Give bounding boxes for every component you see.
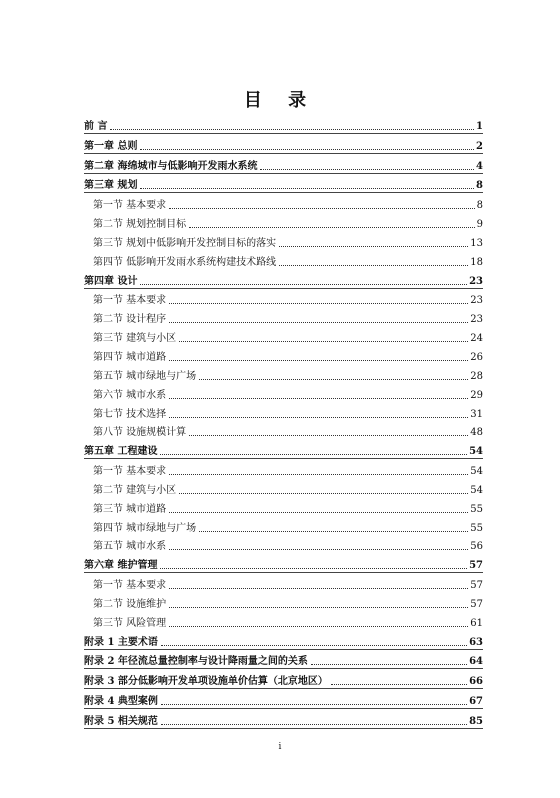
toc-entry-label: 第五节 城市绿地与广场 <box>93 370 197 382</box>
toc-leader-dots <box>279 265 468 266</box>
toc-section-entry[interactable] <box>84 535 483 554</box>
toc-chapter-entry[interactable] <box>84 134 483 153</box>
toc-leader-dots <box>199 379 468 380</box>
toc-section-entry[interactable] <box>84 402 483 421</box>
toc-entry-label: 第六节 城市水系 <box>93 389 167 401</box>
toc-page-number: 18 <box>470 256 483 268</box>
toc-chapter-entry[interactable] <box>84 553 483 572</box>
toc-page-number: 1 <box>476 120 483 132</box>
toc-entry-label: 附录 5 相关规范 <box>84 716 158 727</box>
toc-leader-dots <box>179 341 468 342</box>
toc-leader-dots <box>161 704 467 705</box>
toc-entry-label: 第二节 设计程序 <box>93 314 167 326</box>
toc-leader-dots <box>169 588 468 589</box>
toc-leader-dots <box>160 454 467 455</box>
toc-entry-label: 附录 1 主要术语 <box>84 636 158 648</box>
toc-entry-label: 第二节 规划控制目标 <box>93 219 187 231</box>
toc-section-entry[interactable] <box>84 497 483 516</box>
toc-entry-label: 第四节 低影响开发雨水系统构建技术路线 <box>93 256 277 268</box>
toc-section-entry[interactable] <box>84 345 483 364</box>
toc-leader-dots <box>331 684 467 685</box>
toc-entry-label: 第三节 建筑与小区 <box>93 333 177 345</box>
toc-chapter-entry[interactable] <box>84 269 483 288</box>
toc-entry-label: 第二章 海绵城市与低影响开发雨水系统 <box>84 160 258 172</box>
toc-entry-label: 第五节 城市水系 <box>93 541 167 553</box>
toc-page-number: 26 <box>470 351 483 363</box>
toc-leader-dots <box>169 549 468 550</box>
toc-entry-label: 第一节 基本要求 <box>93 580 167 592</box>
toc-title: 目 录 <box>243 90 317 111</box>
toc-page-number: 54 <box>469 446 483 458</box>
toc-leader-dots <box>199 531 468 532</box>
toc-page-number: 9 <box>476 219 483 231</box>
page-number-footer: i <box>278 742 282 752</box>
toc-leader-dots <box>161 724 467 725</box>
toc-entry-label: 第三节 规划中低影响开发控制目标的落实 <box>93 237 277 249</box>
toc-page-number: 57 <box>469 560 483 572</box>
toc-section-entry[interactable] <box>84 289 483 308</box>
toc-entry-label: 附录 3 部分低影响开发单项设施单价估算（北京地区） <box>84 676 328 688</box>
toc-section-entry[interactable] <box>84 250 483 269</box>
toc-entry-label: 第三节 城市道路 <box>93 503 167 515</box>
toc-leader-dots <box>160 568 467 569</box>
toc-entry-label: 第四节 城市道路 <box>93 351 167 363</box>
toc-page-number: 13 <box>470 237 483 249</box>
toc-leader-dots <box>260 169 474 170</box>
toc-entry-label: 第四章 设计 <box>84 275 138 287</box>
toc-page-number: 23 <box>469 275 483 287</box>
toc-page-number: 61 <box>470 617 483 629</box>
toc-section-entry[interactable] <box>84 592 483 611</box>
toc-chapter-entry[interactable] <box>84 154 483 173</box>
toc-section-entry[interactable] <box>84 573 483 592</box>
toc-section-entry[interactable] <box>84 478 483 497</box>
toc-leader-dots <box>179 493 468 494</box>
toc-page-number: 8 <box>476 200 483 212</box>
chapter-underline <box>84 728 483 729</box>
toc-leader-dots <box>169 208 474 209</box>
toc-page-number: 55 <box>470 522 483 534</box>
toc-leader-dots <box>169 474 468 475</box>
toc-page-number: 24 <box>470 333 483 345</box>
toc-entry-label: 第三节 风险管理 <box>93 617 167 629</box>
toc-chapter-entry[interactable] <box>84 650 483 669</box>
toc-entry-label: 前 言 <box>84 120 108 132</box>
toc-leader-dots <box>169 607 468 608</box>
toc-section-entry[interactable] <box>84 307 483 326</box>
toc-page-number: 4 <box>476 160 483 172</box>
toc-entry-label: 第二节 设施维护 <box>93 598 167 610</box>
toc-leader-dots <box>169 512 468 513</box>
toc-leader-dots <box>140 188 474 189</box>
toc-page-number: 23 <box>470 295 483 307</box>
toc-entry-label: 第一节 基本要求 <box>93 295 167 307</box>
toc-leader-dots <box>140 149 474 150</box>
toc-section-entry[interactable] <box>84 516 483 535</box>
toc-entry-label: 第八节 设施规模计算 <box>93 427 187 439</box>
toc-leader-dots <box>169 360 468 361</box>
toc-chapter-entry[interactable] <box>84 709 483 728</box>
toc-section-entry[interactable] <box>84 421 483 440</box>
toc-entry-label: 第一章 总则 <box>84 140 138 152</box>
toc-entry-label: 第七节 技术选择 <box>93 408 167 420</box>
toc-leader-dots <box>161 645 467 646</box>
toc-page-number: 67 <box>469 696 483 708</box>
toc-page-number: 66 <box>469 676 483 688</box>
toc-leader-dots <box>279 246 468 247</box>
toc-chapter-entry[interactable] <box>84 439 483 458</box>
toc-leader-dots <box>189 435 468 436</box>
toc-leader-dots <box>169 322 468 323</box>
toc-chapter-entry[interactable] <box>84 689 483 708</box>
toc-leader-dots <box>110 129 474 130</box>
toc-leader-dots <box>311 664 467 665</box>
toc-page-number: 54 <box>470 466 483 478</box>
toc-page-number: 31 <box>470 408 483 420</box>
toc-page-number: 23 <box>470 314 483 326</box>
toc-leader-dots <box>140 284 467 285</box>
toc-entry-label: 附录 2 年径流总量控制率与设计降雨量之间的关系 <box>84 656 308 668</box>
toc-page-number: 85 <box>469 716 483 727</box>
toc-entry-label: 第三章 规划 <box>84 180 138 192</box>
toc-entry-label: 附录 4 典型案例 <box>84 696 158 708</box>
toc-entry-label: 第六章 维护管理 <box>84 560 158 572</box>
toc-section-entry[interactable] <box>84 193 483 212</box>
toc-page-number: 2 <box>476 140 483 152</box>
toc-leader-dots <box>169 417 468 418</box>
toc-entry-label: 第一节 基本要求 <box>93 200 167 212</box>
toc-page-number: 29 <box>470 389 483 401</box>
toc-chapter-entry[interactable] <box>84 174 483 193</box>
toc-section-entry[interactable] <box>84 212 483 231</box>
toc-leader-dots <box>169 303 468 304</box>
toc-page-number: 57 <box>470 598 483 610</box>
toc-leader-dots <box>169 398 468 399</box>
toc-leader-dots <box>189 227 474 228</box>
toc-entry-label: 第四节 城市绿地与广场 <box>93 522 197 534</box>
toc-section-entry[interactable] <box>84 326 483 345</box>
toc-page-number: 55 <box>470 503 483 515</box>
toc-page-number: 57 <box>470 580 483 592</box>
toc-page-number: 8 <box>476 180 483 192</box>
toc-page-number: 48 <box>470 427 483 439</box>
toc-page-number: 28 <box>470 370 483 382</box>
toc-section-entry[interactable] <box>84 611 483 630</box>
toc-page-number: 54 <box>470 484 483 496</box>
toc-chapter-entry[interactable] <box>84 630 483 649</box>
toc-section-entry[interactable] <box>84 364 483 383</box>
toc-chapter-entry[interactable] <box>84 669 483 688</box>
toc-entry-label: 第一节 基本要求 <box>93 466 167 478</box>
toc-section-entry[interactable] <box>84 231 483 250</box>
toc-leader-dots <box>169 626 468 627</box>
toc-page-number: 63 <box>469 636 483 648</box>
table-of-contents <box>84 114 483 729</box>
toc-page-number: 56 <box>470 541 483 553</box>
toc-chapter-entry[interactable] <box>84 114 483 133</box>
toc-entry-label: 第五章 工程建设 <box>84 446 158 458</box>
toc-section-entry[interactable] <box>84 459 483 478</box>
toc-page-number: 64 <box>469 656 483 668</box>
toc-section-entry[interactable] <box>84 383 483 402</box>
toc-entry-label: 第二节 建筑与小区 <box>93 484 177 496</box>
